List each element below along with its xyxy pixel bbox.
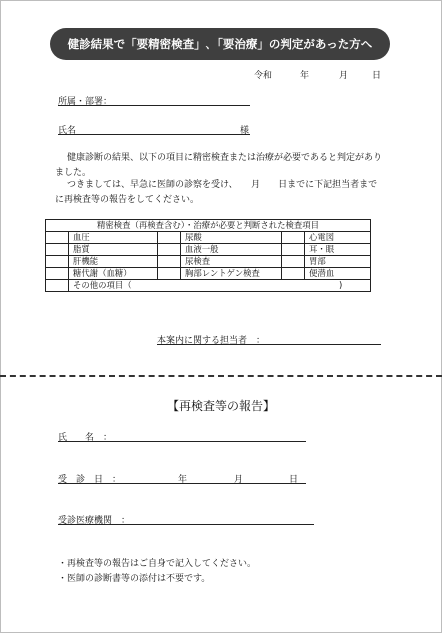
name-label: 氏名 xyxy=(58,126,77,136)
body-paragraph-2: つきましては、早急に医師の診察を受け、 月 日までに下記担当者までに再検査等の報告をしてください。 xyxy=(55,180,378,205)
other-items-label: その他の項目（ xyxy=(73,280,132,290)
institution-field[interactable] xyxy=(58,524,314,525)
checkbox-cell[interactable] xyxy=(158,268,181,280)
checkbox-cell[interactable] xyxy=(46,232,69,244)
name-suffix: 様 xyxy=(240,126,250,136)
item-cell: 尿検査 xyxy=(181,256,282,268)
body-paragraph-1: 健康診断の結果、以下の項目に精密検査または治療が必要であると判定がありました。 xyxy=(55,153,383,178)
item-cell: 脂質 xyxy=(69,244,158,256)
other-items-cell[interactable] xyxy=(69,280,371,292)
exam-year: 年 xyxy=(178,475,188,485)
checkbox-cell[interactable] xyxy=(46,268,69,280)
checkbox-cell[interactable] xyxy=(158,256,181,268)
report-name-label: 氏 名 ： xyxy=(58,433,113,443)
date-era: 令和 xyxy=(254,71,273,81)
contact-field[interactable] xyxy=(157,344,381,345)
checkbox-cell[interactable] xyxy=(158,244,181,256)
date-day: 日 xyxy=(372,71,382,81)
exam-items-table xyxy=(45,219,371,292)
checkbox-cell[interactable] xyxy=(158,232,181,244)
checkbox-cell[interactable] xyxy=(46,256,69,268)
item-cell: 血液一般 xyxy=(181,244,282,256)
table-header-row xyxy=(46,220,371,232)
item-cell: 心電図 xyxy=(305,232,371,244)
item-cell: 胸部レントゲン検査 xyxy=(181,268,282,280)
exam-day: 日 xyxy=(289,475,299,485)
exam-date-label: 受 診 日 ： xyxy=(58,475,122,485)
checkbox-cell[interactable] xyxy=(282,256,305,268)
checkbox-cell[interactable] xyxy=(282,244,305,256)
table-row xyxy=(46,256,371,268)
note-item: ・再検査等の報告はご自身で記入してください。 xyxy=(58,559,257,569)
date-year: 年 xyxy=(300,71,310,81)
report-title: 【再検査等の報告】 xyxy=(166,399,275,413)
checkbox-cell[interactable] xyxy=(46,280,69,292)
table-row-other xyxy=(46,280,371,292)
note-item: ・医師の診断書等の添付は不要です。 xyxy=(58,574,211,584)
item-cell: 尿酸 xyxy=(181,232,282,244)
report-name-field[interactable] xyxy=(58,441,306,442)
table-row xyxy=(46,268,371,280)
cut-line xyxy=(0,375,442,377)
exam-date-field[interactable] xyxy=(58,483,306,484)
item-cell: 耳・眼 xyxy=(305,244,371,256)
checkbox-cell[interactable] xyxy=(282,232,305,244)
name-field[interactable] xyxy=(58,134,250,135)
item-cell: 肝機能 xyxy=(69,256,158,268)
dept-label: 所属・部署： xyxy=(58,97,113,107)
banner-title: 健診結果で「要精密検査」､「要治療」の判定があった方へ xyxy=(50,28,390,60)
item-cell: 糖代謝（血糖） xyxy=(69,268,158,280)
institution-label: 受診医療機関 ： xyxy=(58,516,131,526)
dept-field[interactable] xyxy=(58,105,250,106)
item-cell: 血圧 xyxy=(69,232,158,244)
date-month: 月 xyxy=(339,71,349,81)
table-row xyxy=(46,244,371,256)
exam-month: 月 xyxy=(234,475,244,485)
checkbox-cell[interactable] xyxy=(282,268,305,280)
contact-label: 本案内に関する担当者 ： xyxy=(157,336,266,346)
checkbox-cell[interactable] xyxy=(46,244,69,256)
other-items-close: ) xyxy=(339,280,343,290)
table-header: 精密検査（再検査含む）・治療が必要と判断された検査項目 xyxy=(46,220,371,232)
item-cell: 胃部 xyxy=(305,256,371,268)
item-cell: 便潜血 xyxy=(305,268,371,280)
table-row xyxy=(46,232,371,244)
